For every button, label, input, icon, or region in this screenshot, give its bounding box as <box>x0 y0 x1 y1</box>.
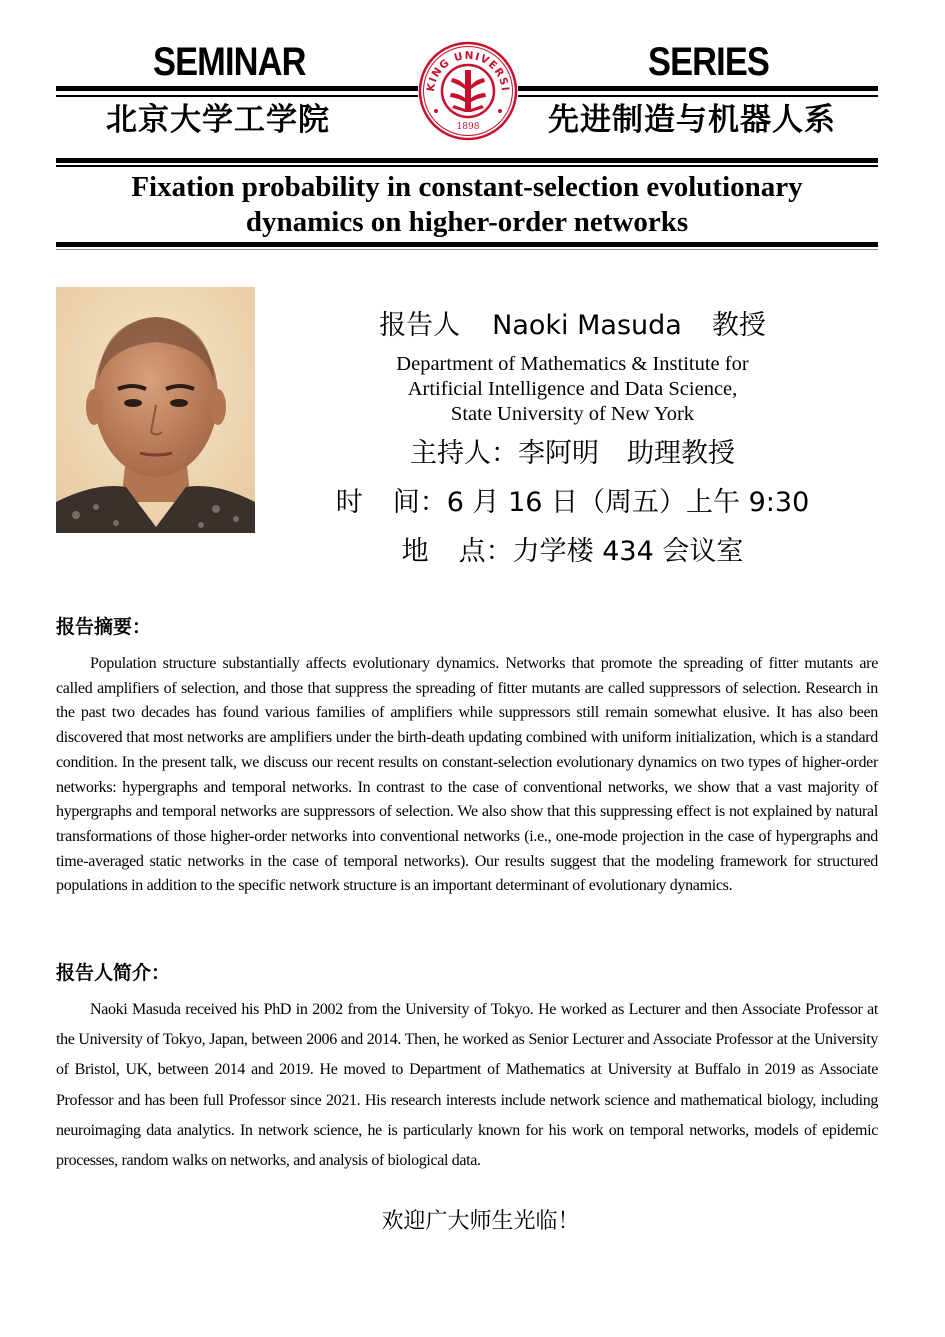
logo-ring-text: KING UNIVERSI <box>424 49 512 93</box>
host-label: 主持人： <box>410 438 518 469</box>
header-rule-left-bottom <box>56 95 418 97</box>
talk-title-line2: dynamics on higher-order networks <box>245 206 689 238</box>
abstract-text: Population structure substantially affects evolutionary dynamics. Networks that promote the spreading of fitter mutants are called amplifiers of selection, and those that suppress the spreading of fitter mutants are called suppressors of selection. Research in the past two decades has found various families of amplifiers while suppressors still remain somewhat elusive. It has also been discovered that most networks are amplifiers under the birth-death updating combined with uniform initialization, which is a standard condition. In the present talk, we discuss our recent results on constant-selection evolutionary dynamics on two types of higher-order networks: hypergraphs and temporal networks. In contrast to the case of conventional networks, we show that a vast majority of hypergraphs and temporal networks are suppressors of selection. We also show that this suppressing effect is not explained by natural transformations of those higher-order networks into conventional networks (i.e., one-mode projection in the case of hypergraphs and time-averaged static networks in the case of temporal networks). Our results suggest that the modeling framework for structured populations in addition to the specific network structure is an important determinant of evolutionary dynamics. <box>56 655 878 895</box>
place-label-a: 地 <box>401 536 429 567</box>
time-line <box>300 483 845 523</box>
series-word: SERIES <box>648 40 770 84</box>
affiliation-line3: State University of New York <box>450 403 695 425</box>
title-rule-bottom <box>56 242 878 250</box>
header-rule-right-top <box>518 86 878 91</box>
speaker-name: Naoki Masuda <box>492 310 682 341</box>
speaker-portrait-icon <box>56 287 255 533</box>
time-label-b: 间： <box>392 487 447 518</box>
host-line <box>300 434 845 474</box>
host-rank: 助理教授 <box>627 438 735 469</box>
pku-seal-icon <box>418 41 518 141</box>
place-value: 力学楼 434 会议室 <box>512 536 744 567</box>
place-label-b: 点： <box>458 536 513 567</box>
college-name: 北京大学工学院 <box>106 102 330 138</box>
speaker-rank: 教授 <box>711 310 766 341</box>
time-label-a: 时 <box>335 487 363 518</box>
time-value: 6 月 16 日（周五）上午 9:30 <box>446 487 810 518</box>
title-rule-top <box>56 158 878 167</box>
welcome-message: 欢迎广大师生光临！ <box>381 1209 580 1234</box>
affiliation-line2: Artificial Intelligence and Data Science, <box>407 378 738 400</box>
place-line <box>300 532 845 572</box>
abstract-heading: 报告摘要： <box>56 616 152 638</box>
header-rule-left-top <box>56 86 418 91</box>
bio-text: Naoki Masuda received his PhD in 2002 from the University of Tokyo. He worked as Lecturer and then Associate Professor at the University of Tokyo, Japan, between 2006 and 2014. Then, he worked as Senior Lecturer and Associate Professor at the University of Bristol, UK, between 2014 and 2019. He moved to Department of Mathematics at University at Buffalo in 2019 as Associate Professor and has been full Professor since 2021. His research interests include network science and mathematical biology, including neuroimaging data analytics. In network science, he is particularly known for his work on temporal networks, models of epidemic processes, random walks on networks, and analysis of biological data. <box>56 1001 878 1170</box>
talk-title-line1: Fixation probability in constant-selection evolutionary <box>131 171 803 203</box>
affiliation-line1: Department of Mathematics & Institute for <box>396 353 749 375</box>
speaker-line <box>300 306 845 346</box>
host-name: 李阿明 <box>518 438 599 469</box>
speaker-label: 报告人 <box>379 310 461 341</box>
seminar-word: SEMINAR <box>153 40 306 84</box>
header-rule-right-bottom <box>518 95 878 97</box>
talk-title <box>56 170 878 240</box>
logo-year: 1898 <box>456 122 480 132</box>
department-name: 先进制造与机器人系 <box>548 102 836 138</box>
bio-heading: 报告人简介： <box>56 962 171 984</box>
speaker-affiliation <box>300 352 845 427</box>
